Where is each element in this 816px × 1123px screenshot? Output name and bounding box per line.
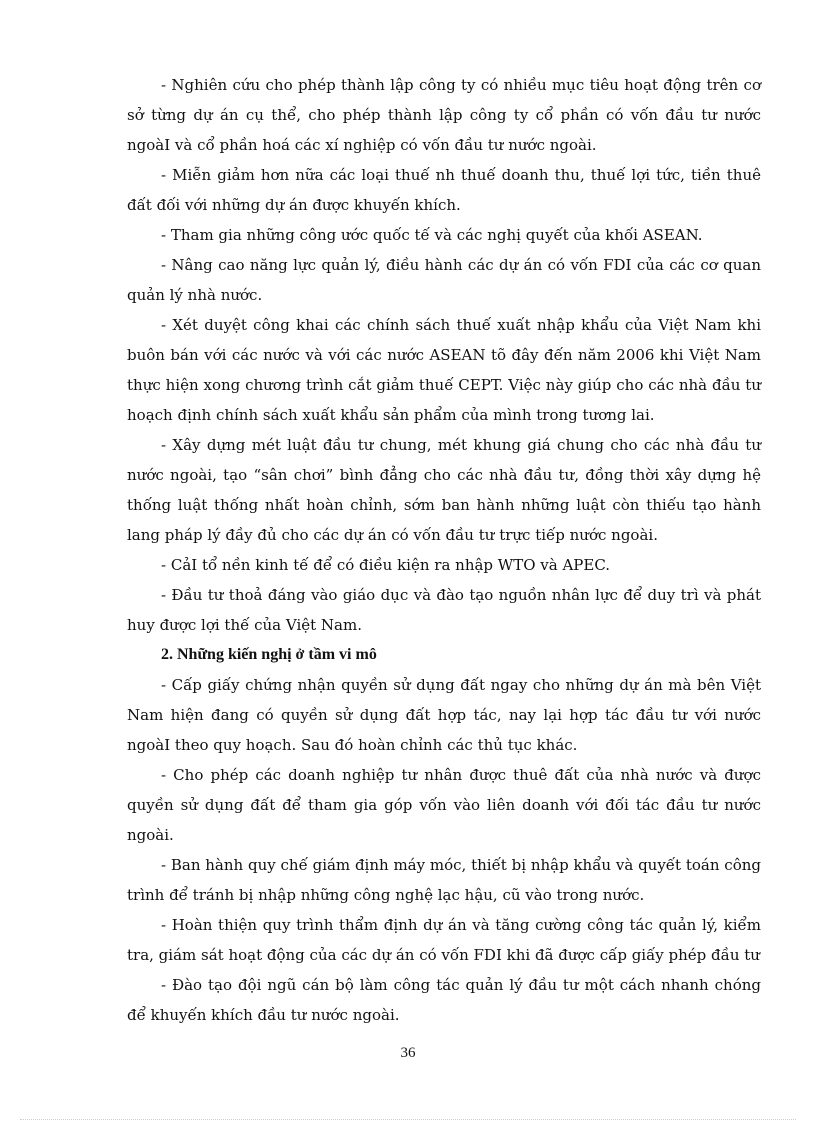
paragraph: - Tham gia những công ước quốc tế và các nghị quyết của khối ASEAN. (161, 226, 703, 244)
paragraph: - Cho phép các doanh nghiệp tư nhân được thuê đất của nhà nước và được quyền sử dụng đất để tham gia góp vốn vào liên doanh với đối tác đầu tư nước ngoài. (127, 766, 761, 844)
paragraph: - Xét duyệt công khai các chính sách thuế xuất nhập khẩu của Việt Nam khi buôn bán với các nước và với các nước ASEAN tõ đây đến năm 2006 khi Việt Nam thực hiện xong chương trình cắt giảm thuế CEPT. Việc này giúp cho các nhà đầu tư hoạch định chính sách xuất khẩu sản phẩm của mình trong tương lai. (127, 316, 761, 424)
section-heading: 2. Những kiến nghị ở tầm vi mô (161, 646, 377, 663)
paragraph: - Nghiên cứu cho phép thành lập công ty có nhiều mục tiêu hoạt động trên cơ sở từng dự án cụ thể, cho phép thành lập công ty cổ phần có vốn đầu tư nước ngoàI và cổ phần hoá các xí nghiệp có vốn đầu tư nước ngoài. (127, 76, 761, 154)
paragraph: - Đào tạo đội ngũ cán bộ làm công tác quản lý đầu tư một cách nhanh chóng để khuyến khích đầu tư nước ngoài. (127, 976, 761, 1024)
paragraph: - CảI tổ nền kinh tế để có điều kiện ra nhập WTO và APEC. (161, 556, 611, 574)
paragraph: - Cấp giấy chứng nhận quyền sử dụng đất ngay cho những dự án mà bên Việt Nam hiện đang có quyền sử dụng đất hợp tác, nay lại hợp tác đầu tư với nước ngoàI theo quy hoạch. Sau đó hoàn chỉnh các thủ tục khác. (127, 676, 761, 754)
paragraph: - Nâng cao năng lực quản lý, điều hành các dự án có vốn FDI của các cơ quan quản lý nhà nước. (127, 256, 761, 304)
paragraph: - Ban hành quy chế giám định máy móc, thiết bị nhập khẩu và quyết toán công trình để tránh bị nhập những công nghệ lạc hậu, cũ vào trong nước. (127, 856, 761, 904)
page-number: 36 (400, 1045, 416, 1061)
paragraph: - Hoàn thiện quy trình thẩm định dự án và tăng cường công tác quản lý, kiểm tra, giám sát hoạt động của các dự án có vốn FDI khi đã được cấp giấy phép đầu tư (127, 916, 761, 964)
paragraph: - Đầu tư thoả đáng vào giáo dục và đào tạo nguồn nhân lực để duy trì và phát huy được lợi thế của Việt Nam. (127, 586, 761, 634)
page-bottom-divider (20, 1119, 796, 1120)
document-body (127, 70, 761, 1030)
paragraph: - Miễn giảm hơn nữa các loại thuế nh thuế doanh thu, thuế lợi tức, tiền thuê đất đối với những dự án được khuyến khích. (127, 166, 761, 214)
paragraph: - Xây dựng mét luật đầu tư chung, mét khung giá chung cho các nhà đầu tư nước ngoài, tạo “sân chơi” bình đẳng cho các nhà đầu tư, đồng thời xây dựng hệ thống luật thống nhất hoàn chỉnh, sớm ban hành những luật còn thiếu tạo hành lang pháp lý đầy đủ cho các dự án có vốn đầu tư trực tiếp nước ngoài. (127, 436, 761, 544)
